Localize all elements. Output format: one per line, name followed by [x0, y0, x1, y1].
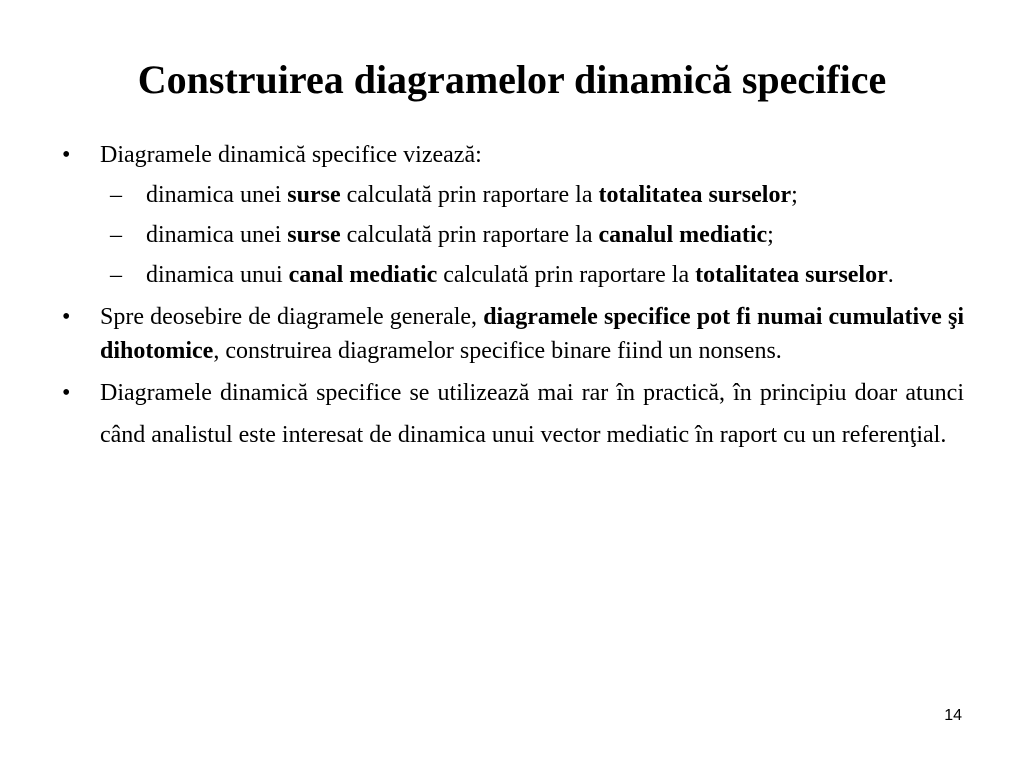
sub-bullet-text: dinamica unui canal mediatic calculată prin raportare la totalitatea surselor.: [146, 262, 894, 288]
sub-bullet-text: dinamica unei surse calculată prin raportare la canalul mediatic;: [146, 222, 774, 248]
slide-content: [62, 138, 964, 458]
bullet-marker: •: [62, 142, 71, 168]
bullet-item: [62, 376, 964, 452]
sub-bullet-text: dinamica unei surse calculată prin raportare la totalitatea surselor;: [146, 182, 798, 208]
dash-marker: –: [110, 262, 122, 288]
dash-marker: –: [110, 222, 122, 248]
bullet-text: Spre deosebire de diagramele generale, diagramele specifice pot fi numai cumulative şi dihotomice, construirea diagramelor specifice binare fiind un nonsens.: [100, 304, 964, 364]
sub-bullet-item: [100, 178, 964, 212]
bullet-marker: •: [62, 304, 71, 330]
bullet-text: Diagramele dinamică specifice se utilizează mai rar în practică, în principiu doar atunci când analistul este interesat de dinamica unui vector mediatic în raport cu un referenţial.: [100, 380, 964, 448]
slide-title: Construirea diagramelor dinamică specifice: [137, 57, 887, 102]
bullet-text: Diagramele dinamică specifice vizează:: [100, 142, 482, 168]
dash-marker: –: [110, 182, 122, 208]
bullet-item: [62, 300, 964, 368]
bullet-item: [62, 138, 964, 172]
sub-bullet-item: [100, 258, 964, 292]
sub-bullet-item: [100, 218, 964, 252]
page-number: 14: [944, 707, 962, 724]
bullet-marker: •: [62, 380, 71, 406]
